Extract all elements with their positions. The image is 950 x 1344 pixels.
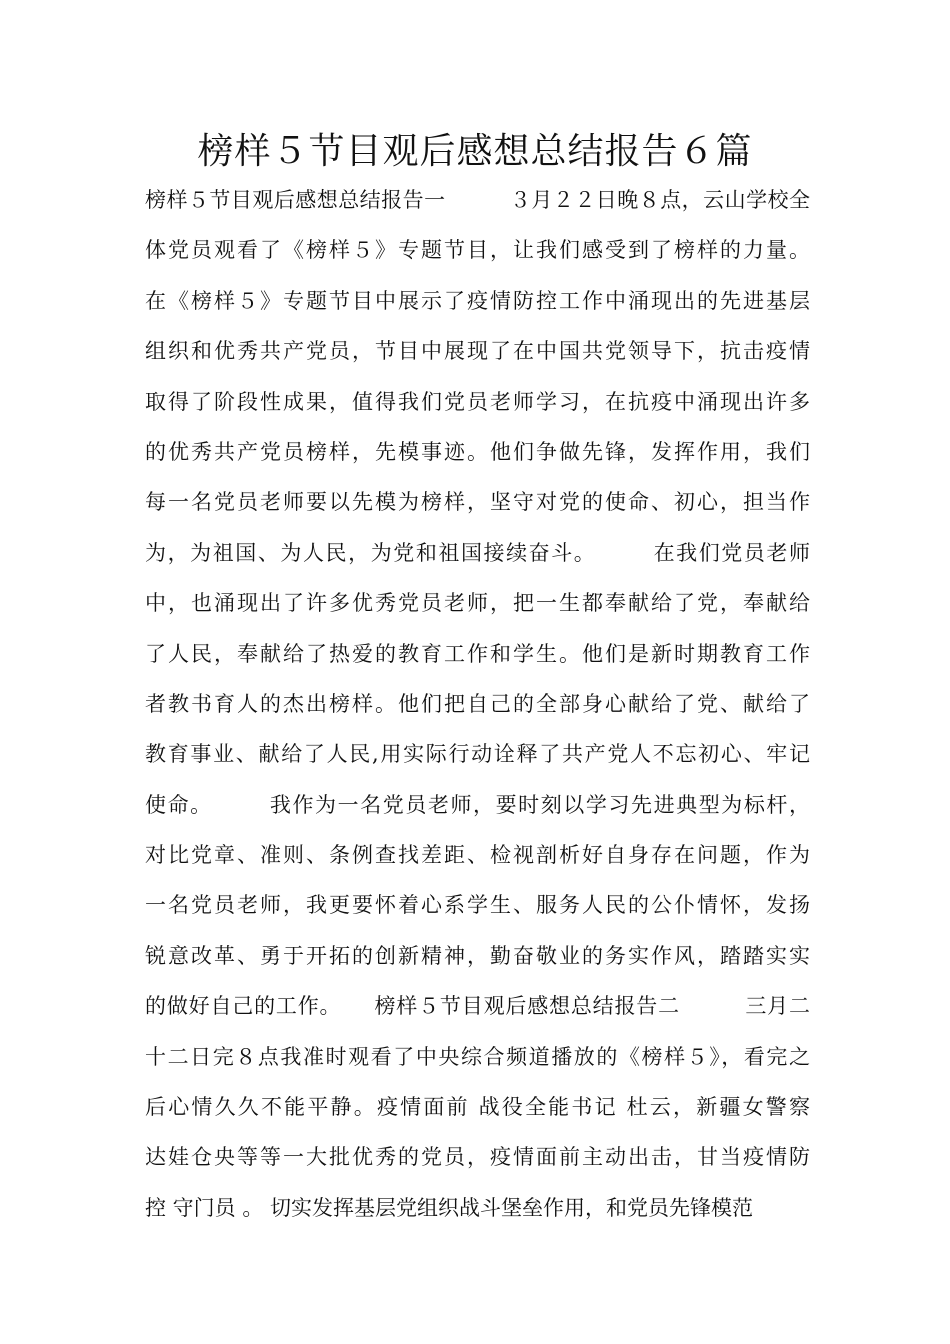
body-line: 十二日完８点我准时观看了中央综合频道播放的《榜样５》，看完之 [145,1044,810,1069]
document-body [145,175,810,1233]
body-line: 控 守门员 。 切实发挥基层党组织战斗堡垒作用，和党员先锋模范 [145,1195,754,1220]
body-line: 为，为祖国、为人民，为党和祖国接续奋斗。 在我们党员老师 [145,540,810,565]
document-title: 榜样５节目观后感想总结报告６篇 [197,131,753,172]
body-line: 后心情久久不能平静。疫情面前 战役全能书记 杜云，新疆女警察 [145,1095,810,1120]
body-line: 取得了阶段性成果，值得我们党员老师学习，在抗疫中涌现出许多 [145,389,810,414]
body-line: 对比党章、准则、条例查找差距、检视剖析好自身存在问题，作为 [145,843,810,868]
body-line: 榜样５节目观后感想总结报告一 ３月２２日晚８点，云山学校全 [145,188,810,212]
body-line: 每一名党员老师要以先模为榜样，坚守对党的使命、初心，担当作 [145,490,810,515]
body-line: 在《榜样５》专题节目中展示了疫情防控工作中涌现出的先进基层 [145,288,810,313]
body-line: 组织和优秀共产党员，节目中展现了在中国共党领导下，抗击疫情 [145,339,810,364]
body-line: 中，也涌现出了许多优秀党员老师，把一生都奉献给了党，奉献给 [145,591,810,616]
body-line: 体党员观看了《榜样５》专题节目，让我们感受到了榜样的力量。 [145,238,810,263]
body-line: 使命。 我作为一名党员老师，要时刻以学习先进典型为标杆， [145,792,810,817]
body-line: 的做好自己的工作。 榜样５节目观后感想总结报告二 三月二 [145,994,810,1019]
body-line: 达娃仓央等等一大批优秀的党员，疫情面前主动出击，甘当疫情防 [145,1145,810,1170]
body-line: 了人民，奉献给了热爱的教育工作和学生。他们是新时期教育工作 [145,641,810,666]
body-line: 一名党员老师，我更要怀着心系学生、服务人民的公仆情怀，发扬 [145,893,810,918]
body-line: 锐意改革、勇于开拓的创新精神，勤奋敬业的务实作风，踏踏实实 [145,943,810,968]
body-line: 者教书育人的杰出榜样。他们把自己的全部身心献给了党、献给了 [145,691,810,716]
body-line: 教育事业、献给了人民,用实际行动诠释了共产党人不忘初心、牢记 [145,742,810,767]
body-line: 的优秀共产党员榜样，先模事迹。他们争做先锋，发挥作用，我们 [145,439,810,464]
